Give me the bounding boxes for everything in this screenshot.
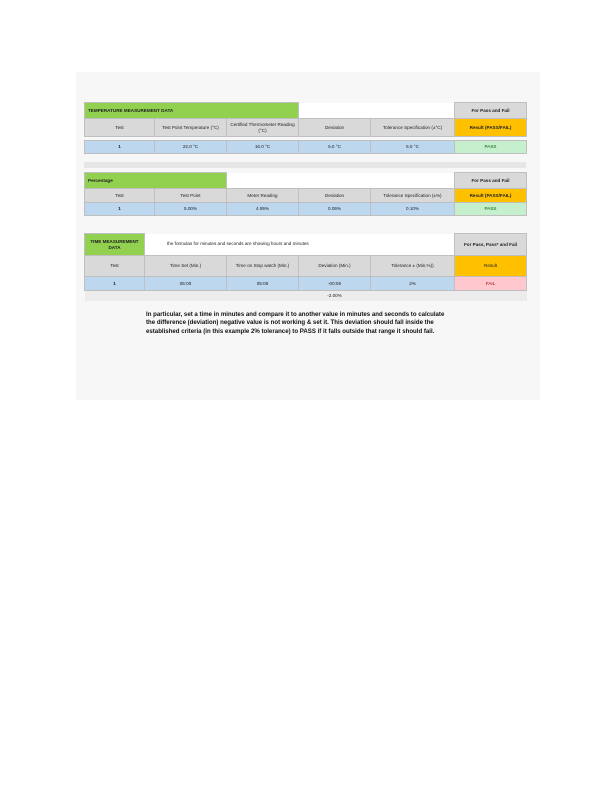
cell-deviation-percent[interactable]: -2.00% (299, 291, 371, 301)
temperature-table (84, 102, 527, 154)
percentage-table (84, 172, 527, 216)
cell-meter-reading[interactable]: 4.95% (227, 203, 299, 216)
percentage-pass-fail-label: For Pass and Fail (455, 173, 527, 189)
cell-test-point[interactable]: 22.0 °C (155, 141, 227, 154)
col-header-deviation: Deviation (299, 189, 371, 203)
time-title: TIME MEASUREMENT DATA (85, 234, 145, 256)
cell-result[interactable]: PASS (455, 203, 527, 216)
col-header-test-point: Test Point (155, 189, 227, 203)
col-header-stopwatch: Time on Stop watch (Min.) (227, 256, 299, 277)
formula-note: the formulas for minutes and seconds are showing hours and minutes (145, 234, 455, 256)
cell-result[interactable]: FAIL (455, 277, 527, 291)
col-header-time-set: Time Set (Min.) (145, 256, 227, 277)
cell-test[interactable]: 1 (85, 203, 155, 216)
cell-test[interactable]: 1 (85, 277, 145, 291)
cell-reading[interactable]: 16.0 °C (227, 141, 299, 154)
col-header-result: Result (PASS/FAIL) (455, 119, 527, 137)
col-header-result: Result (PASS/FAIL) (455, 189, 527, 203)
percentage-title: Percentage (85, 173, 227, 189)
col-header-test: Test (85, 256, 145, 277)
time-table (84, 233, 527, 301)
explanation-note: In particular, set a time in minutes and compare it to another value in minutes and seconds to calculate the difference (deviation) negative value is not working & set it. This deviation should fall inside the established criteria (in this example 2% tolerance) to PASS if it falls outside that range it should fail. (146, 311, 445, 335)
cell-tolerance[interactable]: 5.0 °C (371, 141, 455, 154)
cell-test-point[interactable]: 5.00% (155, 203, 227, 216)
cell-deviation[interactable]: -00:06 (299, 277, 371, 291)
cell-test[interactable]: 1 (85, 141, 155, 154)
col-header-tolerance: Tolerance ± (Min.%)) (371, 256, 455, 277)
col-header-reading: Certified Thermometer Reading (°C) (227, 119, 299, 137)
cell-stopwatch[interactable]: 05:06 (227, 277, 299, 291)
cell-deviation[interactable]: 5.0 °C (299, 141, 371, 154)
cell-time-set[interactable]: 05:00 (145, 277, 227, 291)
col-header-deviation: Deviation (299, 119, 371, 137)
section-divider (84, 162, 526, 168)
col-header-result: Result (455, 256, 527, 277)
col-header-test-point: Test Point Temperature (°C) (155, 119, 227, 137)
col-header-tolerance: Tolerance Specification (±°C) (371, 119, 455, 137)
col-header-test: Test (85, 189, 155, 203)
cell-deviation[interactable]: 0.05% (299, 203, 371, 216)
col-header-meter-reading: Meter Reading (227, 189, 299, 203)
col-header-deviation: Deviation (Min.) (299, 256, 371, 277)
cell-tolerance[interactable]: 0.10% (371, 203, 455, 216)
col-header-test: Test (85, 119, 155, 137)
cell-result[interactable]: PASS (455, 141, 527, 154)
cell-tolerance[interactable]: 2% (371, 277, 455, 291)
temperature-pass-fail-label: For Pass and Fail (455, 103, 527, 119)
col-header-tolerance: Tolerance Specification (±%) (371, 189, 455, 203)
time-pass-fail-label: For Pass, Pass* and Fail (455, 234, 527, 256)
temperature-title: TEMPERATURE MEASUREMENT DATA (85, 103, 299, 119)
